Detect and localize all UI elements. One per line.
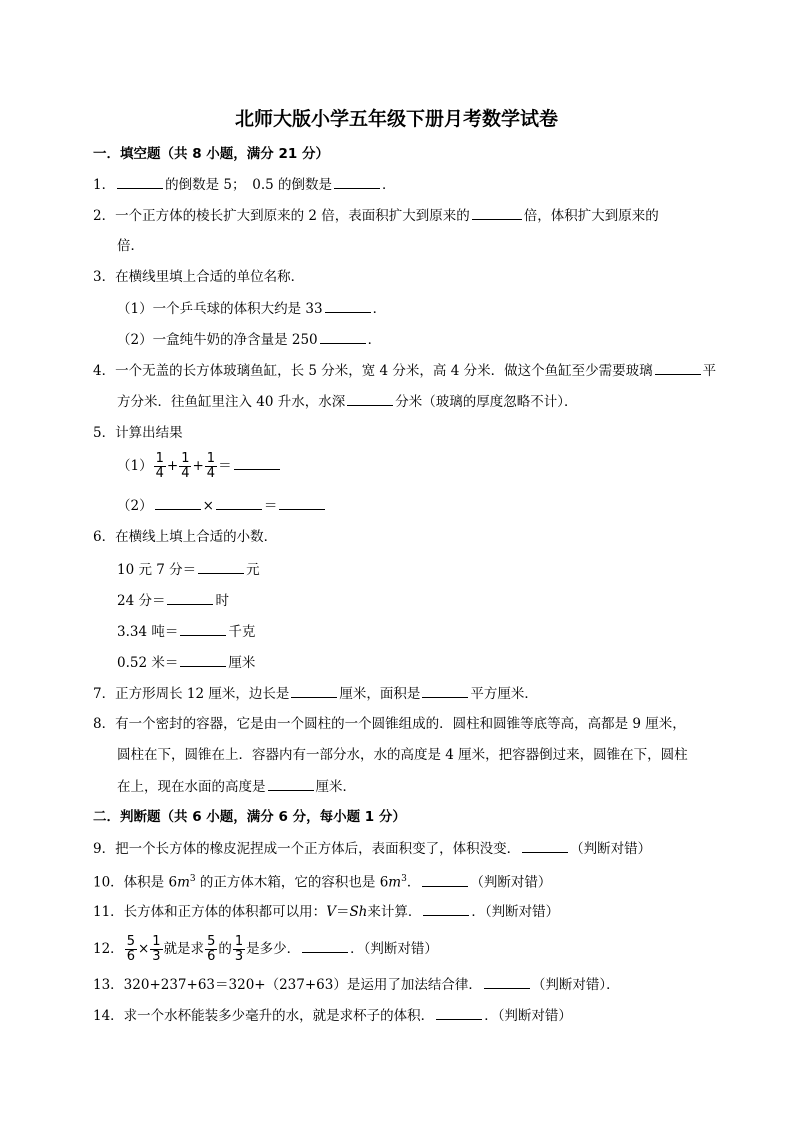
question-4: 4．一个无盖的长方体玻璃鱼缸，长 5 分米，宽 4 分米，高 4 分米．做这个鱼缸至少需要玻璃 平	[93, 363, 717, 379]
answer-blank[interactable]	[320, 330, 366, 344]
answer-blank[interactable]	[522, 839, 568, 853]
question-4-cont: 方分米．往鱼缸里注入 40 升水，水深 分米（玻璃的厚度忽略不计）．	[117, 394, 578, 410]
answer-blank[interactable]	[347, 392, 393, 406]
answer-blank[interactable]	[117, 175, 163, 189]
answer-blank[interactable]	[234, 456, 280, 470]
question-3: 3．在横线里填上合适的单位名称．	[93, 269, 305, 285]
answer-blank[interactable]	[180, 622, 226, 636]
answer-blank[interactable]	[422, 873, 468, 887]
question-6-4: 0.52 米＝ 厘米	[117, 655, 256, 671]
question-5: 5．计算出结果	[93, 425, 183, 441]
answer-blank[interactable]	[422, 684, 468, 698]
fraction: $\frac{1}{3}$	[152, 934, 161, 964]
fraction: $\frac{1}{4}$	[181, 451, 190, 481]
question-5-2: （2） × ＝	[117, 496, 327, 515]
answer-blank[interactable]	[472, 206, 522, 220]
fraction: $\frac{5}{6}$	[126, 934, 135, 964]
question-9: 9．把一个长方体的橡皮泥捏成一个正方体后，表面积变了，体积没变． （判断对错）	[93, 841, 652, 857]
question-1: 1． 的倒数是 5； 0.5 的倒数是 ．	[93, 177, 396, 193]
question-14: 14．求一个水杯能装多少毫升的水，就是求杯子的体积． ．（判断对错）	[93, 1008, 572, 1024]
question-2: 2．一个正方体的棱长扩大到原来的 2 倍，表面积扩大到原来的 倍，体积扩大到原来的	[93, 208, 659, 224]
question-6-3: 3.34 吨＝ 千克	[117, 624, 256, 640]
fraction: $\frac{1}{4}$	[206, 451, 216, 481]
question-3-2: （2）一盒纯牛奶的净含量是 250 ．	[117, 332, 382, 348]
section2-header: 二．判断题（共 6 小题，满分 6 分，每小题 1 分）	[93, 809, 406, 825]
answer-blank[interactable]	[268, 777, 314, 791]
answer-blank[interactable]	[216, 496, 262, 510]
question-5-1: （1） $\frac{1}{4}$ + $\frac{1}{4}$ + $\frac{1}{4}$ ＝	[117, 452, 282, 481]
question-3-1: （1）一个乒乓球的体积大约是 33 ．	[117, 301, 387, 317]
question-8-cont: 圆柱在下，圆锥在上．容器内有一部分水，水的高度是 4 厘米，把容器倒过来，圆锥在下，圆柱	[117, 747, 688, 763]
answer-blank[interactable]	[198, 560, 244, 574]
question-6: 6．在横线上填上合适的小数．	[93, 529, 278, 545]
question-8: 8．有一个密封的容器，它是由一个圆柱的一个圆锥组成的．圆柱和圆锥等底等高，高都是 9 厘米，	[93, 716, 686, 732]
answer-blank[interactable]	[155, 496, 201, 510]
question-7: 7．正方形周长 12 厘米，边长是 厘米，面积是 平方厘米．	[93, 686, 538, 702]
fraction: $\frac{1}{4}$	[155, 451, 164, 481]
section1-header: 一．填空题（共 8 小题，满分 21 分）	[93, 146, 329, 162]
answer-blank[interactable]	[279, 496, 325, 510]
answer-blank[interactable]	[436, 1006, 482, 1020]
question-6-2: 24 分＝ 时	[117, 593, 229, 609]
question-2-cont: 倍．	[117, 238, 144, 254]
question-6-1: 10 元 7 分＝ 元	[117, 562, 260, 578]
answer-blank[interactable]	[325, 299, 371, 313]
answer-blank[interactable]	[423, 902, 469, 916]
fraction: $\frac{5}{6}$	[207, 934, 216, 964]
answer-blank[interactable]	[484, 975, 530, 989]
fraction: $\frac{1}{3}$	[234, 934, 244, 964]
question-12: 12． $\frac{5}{6}$ × $\frac{1}{3}$ 就是求 $\frac{5}{6}$ 的 $\frac{1}{3}$ 是多少． ．（判断对错）	[93, 934, 438, 964]
question-10: 10．体积是 $6m^3$ 的正方体木箱，它的容积也是 $6m^3$． （判断对错）	[93, 874, 552, 891]
page-title: 北师大版小学五年级下册月考数学试卷	[234, 108, 558, 130]
answer-blank[interactable]	[167, 591, 213, 605]
answer-blank[interactable]	[334, 175, 380, 189]
question-11: 11．长方体和正方体的体积都可以用：V＝Sh来计算． ．（判断对错）	[93, 904, 560, 920]
answer-blank[interactable]	[302, 939, 348, 953]
answer-blank[interactable]	[180, 653, 226, 667]
answer-blank[interactable]	[291, 684, 337, 698]
question-13: 13．320+237+63＝320+（237+63）是运用了加法结合律． （判断对错）．	[93, 977, 620, 993]
answer-blank[interactable]	[655, 361, 701, 375]
question-8-cont2: 在上，现在水面的高度是 厘米．	[117, 779, 356, 795]
